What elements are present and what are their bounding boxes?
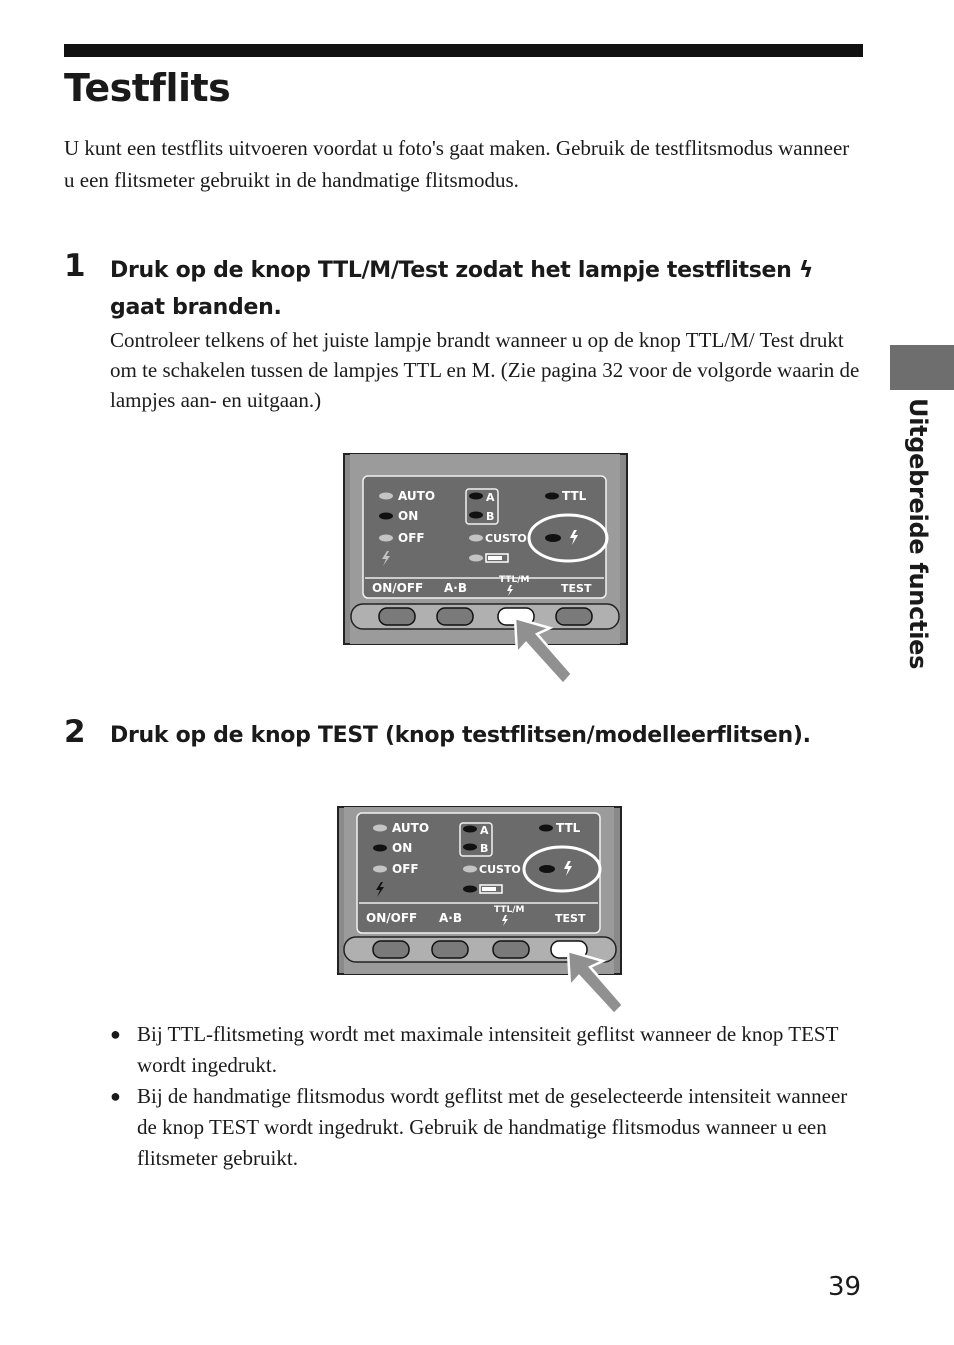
page-title: Testflits — [64, 66, 231, 110]
button-label-onoff: ON/OFF — [372, 581, 424, 595]
step-2-number: 2 — [64, 714, 86, 750]
bullet-icon: ● — [110, 1024, 121, 1044]
led-label-auto: AUTO — [392, 821, 430, 835]
step-1-body: Controleer telkens of het juiste lampje brandt wanneer u op de knop TTL/M/ Test drukt om te schakelen tussen de lampjes TTL en M. (Zie pagina 32 voor de volgorde waarin de lampjes aan- en uitgaan.) — [110, 328, 860, 412]
led-label-off: OFF — [398, 531, 425, 545]
step-1-number: 1 — [64, 248, 86, 284]
notes-list — [110, 1019, 860, 1174]
onoff-button[interactable] — [379, 608, 415, 625]
test-button[interactable] — [556, 608, 592, 625]
button-label-ab: A·B — [444, 581, 467, 595]
led-label-custom: CUSTO — [479, 863, 521, 876]
button-label-onoff: ON/OFF — [366, 911, 418, 925]
panel-figure-2 — [334, 805, 624, 1017]
led-label-on: ON — [398, 509, 419, 523]
step-1-heading: Druk op de knop TTL/M/Test zodat het lampje testflitsen ϟ gaat branden. — [110, 258, 814, 320]
button-label-test: TEST — [561, 582, 592, 595]
led-label-b: B — [486, 510, 495, 523]
led-label-ttl: TTL — [562, 489, 587, 503]
bullet-text: Bij TTL-flitsmeting wordt met maximale intensiteit geflitst wanneer de knop TEST wordt ingedrukt. — [137, 1022, 839, 1077]
ttlm-button[interactable] — [493, 941, 529, 958]
bullet-icon: ● — [110, 1086, 121, 1106]
ab-button[interactable] — [432, 941, 468, 958]
led-label-b: B — [480, 842, 489, 855]
led-label-on: ON — [392, 841, 413, 855]
led-label-custom: CUSTO — [485, 532, 527, 545]
button-label-ttlm: TTL/M — [494, 905, 525, 915]
list-item — [110, 1019, 860, 1081]
led-label-off: OFF — [392, 862, 419, 876]
ab-button[interactable] — [437, 608, 473, 625]
step-2-heading: Druk op de knop TEST (knop testflitsen/modelleerflitsen). — [110, 723, 811, 748]
top-rule — [64, 44, 863, 57]
bullet-text: Bij de handmatige flitsmodus wordt geflitst met de geselecteerde intensiteit wanneer de knop TEST wordt ingedrukt. Gebruik de handmatige flitsmodus wanneer u een flitsmeter gebruikt. — [137, 1084, 848, 1170]
page-number: 39 — [828, 1272, 862, 1302]
led-label-a: A — [480, 824, 489, 837]
led-label-a: A — [486, 491, 495, 504]
section-tab-marker — [890, 345, 954, 390]
led-label-ttl: TTL — [556, 821, 581, 835]
onoff-button[interactable] — [373, 941, 409, 958]
button-label-ab: A·B — [439, 911, 462, 925]
section-tab-label: Uitgebreide functies — [904, 398, 932, 670]
button-label-ttlm: TTL/M — [499, 575, 530, 585]
led-label-auto: AUTO — [398, 489, 436, 503]
intro-paragraph: U kunt een testflits uitvoeren voordat u foto's gaat maken. Gebruik de testflitsmodus wanneer u een flitsmeter gebruikt in de handmatige flitsmodus. — [64, 136, 850, 192]
button-label-test: TEST — [555, 912, 586, 925]
panel-figure-1 — [340, 452, 630, 690]
list-item — [110, 1081, 860, 1174]
